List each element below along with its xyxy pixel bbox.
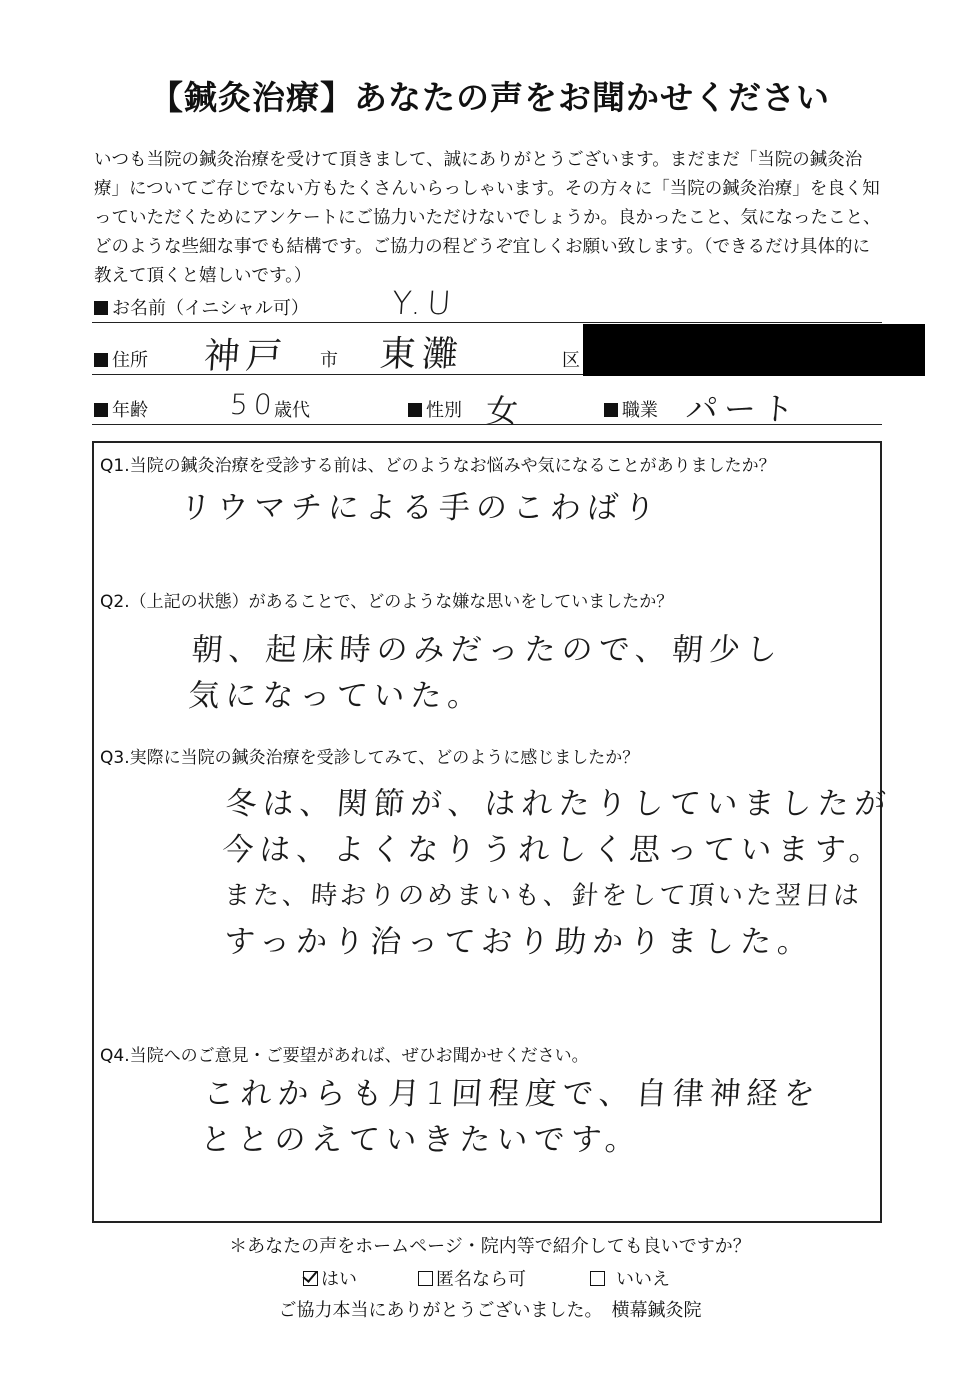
q4-answer-line: ととのえていきたいです。: [199, 1122, 644, 1158]
address-label: 住所: [112, 350, 148, 371]
q1-answer: [178, 485, 662, 531]
q1-answer-line: リウマチによる手のこわばり: [178, 490, 663, 526]
q3-answer-cont: [222, 873, 863, 919]
square-bullet-icon: [94, 403, 108, 417]
consent-option-yes-label: はい: [321, 1269, 357, 1290]
name-underline: [92, 322, 882, 323]
age-label: 年齢: [112, 400, 148, 421]
q2-answer-line: 朝、起床時のみだったので、朝少し: [190, 632, 785, 668]
city-value: 神戸: [202, 336, 290, 377]
square-bullet-icon: [94, 353, 108, 367]
q3-answer-end: [222, 919, 815, 965]
thanks-text: ご協力本当にありがとうございました。 横幕鍼灸院: [278, 1300, 702, 1321]
checkbox-icon[interactable]: [590, 1271, 605, 1286]
questionnaire-box: [92, 441, 893, 1223]
q4-label: Q4.当院へのご意見・ご要望があれば、ぜひお聞かせください。: [100, 1046, 589, 1066]
checkbox-icon[interactable]: [418, 1271, 433, 1286]
ward-suffix: 区: [562, 350, 580, 371]
q2-label: Q2.（上記の状態）があることで、どのような嫌な思いをしていましたか？: [100, 592, 674, 612]
consent-option-yes[interactable]: [303, 1265, 357, 1291]
job-label: 職業: [622, 400, 658, 421]
intro-text: いつも当院の鍼灸治療を受けて頂きまして、誠にありがとうございます。まだまだ「当院の鍼灸治療」についてご存じでない方もたくさんいらっしゃいます。その方々に「当院の鍼灸治療」を良く知っていただくためにアンケートにご協力いただけないでしょうか。良かったこと、気になったこと、どのような些細な事でも結構です。ご協力の程どうぞ宜しくお願い致します。（できるだけ具体的に教えて頂くと嬉しいです。）: [94, 150, 881, 286]
checkbox-checked-icon[interactable]: [303, 1271, 318, 1286]
q2-answer-line: 気になっていた。: [187, 678, 486, 714]
consent-option-no[interactable]: [590, 1265, 670, 1291]
redaction-block: [583, 324, 925, 376]
name-value: Y.U: [390, 284, 458, 322]
name-label: お名前（イニシャル可）: [112, 298, 309, 319]
consent-option-no-label: いいえ: [616, 1269, 670, 1290]
square-bullet-icon: [604, 403, 618, 417]
job-label-wrap: [604, 396, 658, 422]
ward-value: 東灘: [378, 334, 466, 375]
q4-answer-line: これからも月1回程度で、自律神経を: [202, 1076, 822, 1112]
gender-label-wrap: [408, 396, 462, 422]
q2-answer: [187, 627, 785, 719]
square-bullet-icon: [408, 403, 422, 417]
gender-value: 女: [484, 392, 526, 430]
page-title: 【鍼灸治療】あなたの声をお聞かせください: [150, 78, 830, 117]
q3-label: Q3.実際に当院の鍼灸治療を受診してみて、どのように感じましたか？: [100, 748, 640, 768]
q3-answer-line: すっかり治っており助かりました。: [222, 924, 816, 960]
square-bullet-icon: [94, 301, 108, 315]
name-label-wrap: [94, 294, 309, 320]
q1-label: Q1.当院の鍼灸治療を受診する前は、どのようなお悩みや気になることがありましたか？: [100, 456, 776, 476]
city-suffix: 市: [320, 350, 338, 371]
q3-answer: [221, 781, 893, 873]
age-label-wrap: [94, 396, 148, 422]
age-suffix: 歳代: [274, 400, 310, 421]
consent-option-anonymous[interactable]: [418, 1265, 526, 1291]
q3-answer-line: 今は、よくなりうれしく思っています。: [221, 832, 888, 868]
q3-answer-line: 冬は、関節が、はれたりしていましたが: [224, 786, 893, 822]
job-value: パート: [684, 390, 802, 428]
age-value: 50: [228, 388, 279, 421]
address-label-wrap: [94, 346, 148, 372]
q4-answer: [199, 1071, 823, 1163]
q3-answer-line: また、時おりのめまいも、針をして頂いた翌日は: [222, 881, 864, 911]
profile-underline: [92, 424, 882, 425]
gender-label: 性別: [426, 400, 462, 421]
consent-option-anonymous-label: 匿名なら可: [436, 1269, 526, 1290]
consent-question: ＊あなたの声をホームページ・院内等で紹介しても良いですか？: [229, 1236, 751, 1257]
